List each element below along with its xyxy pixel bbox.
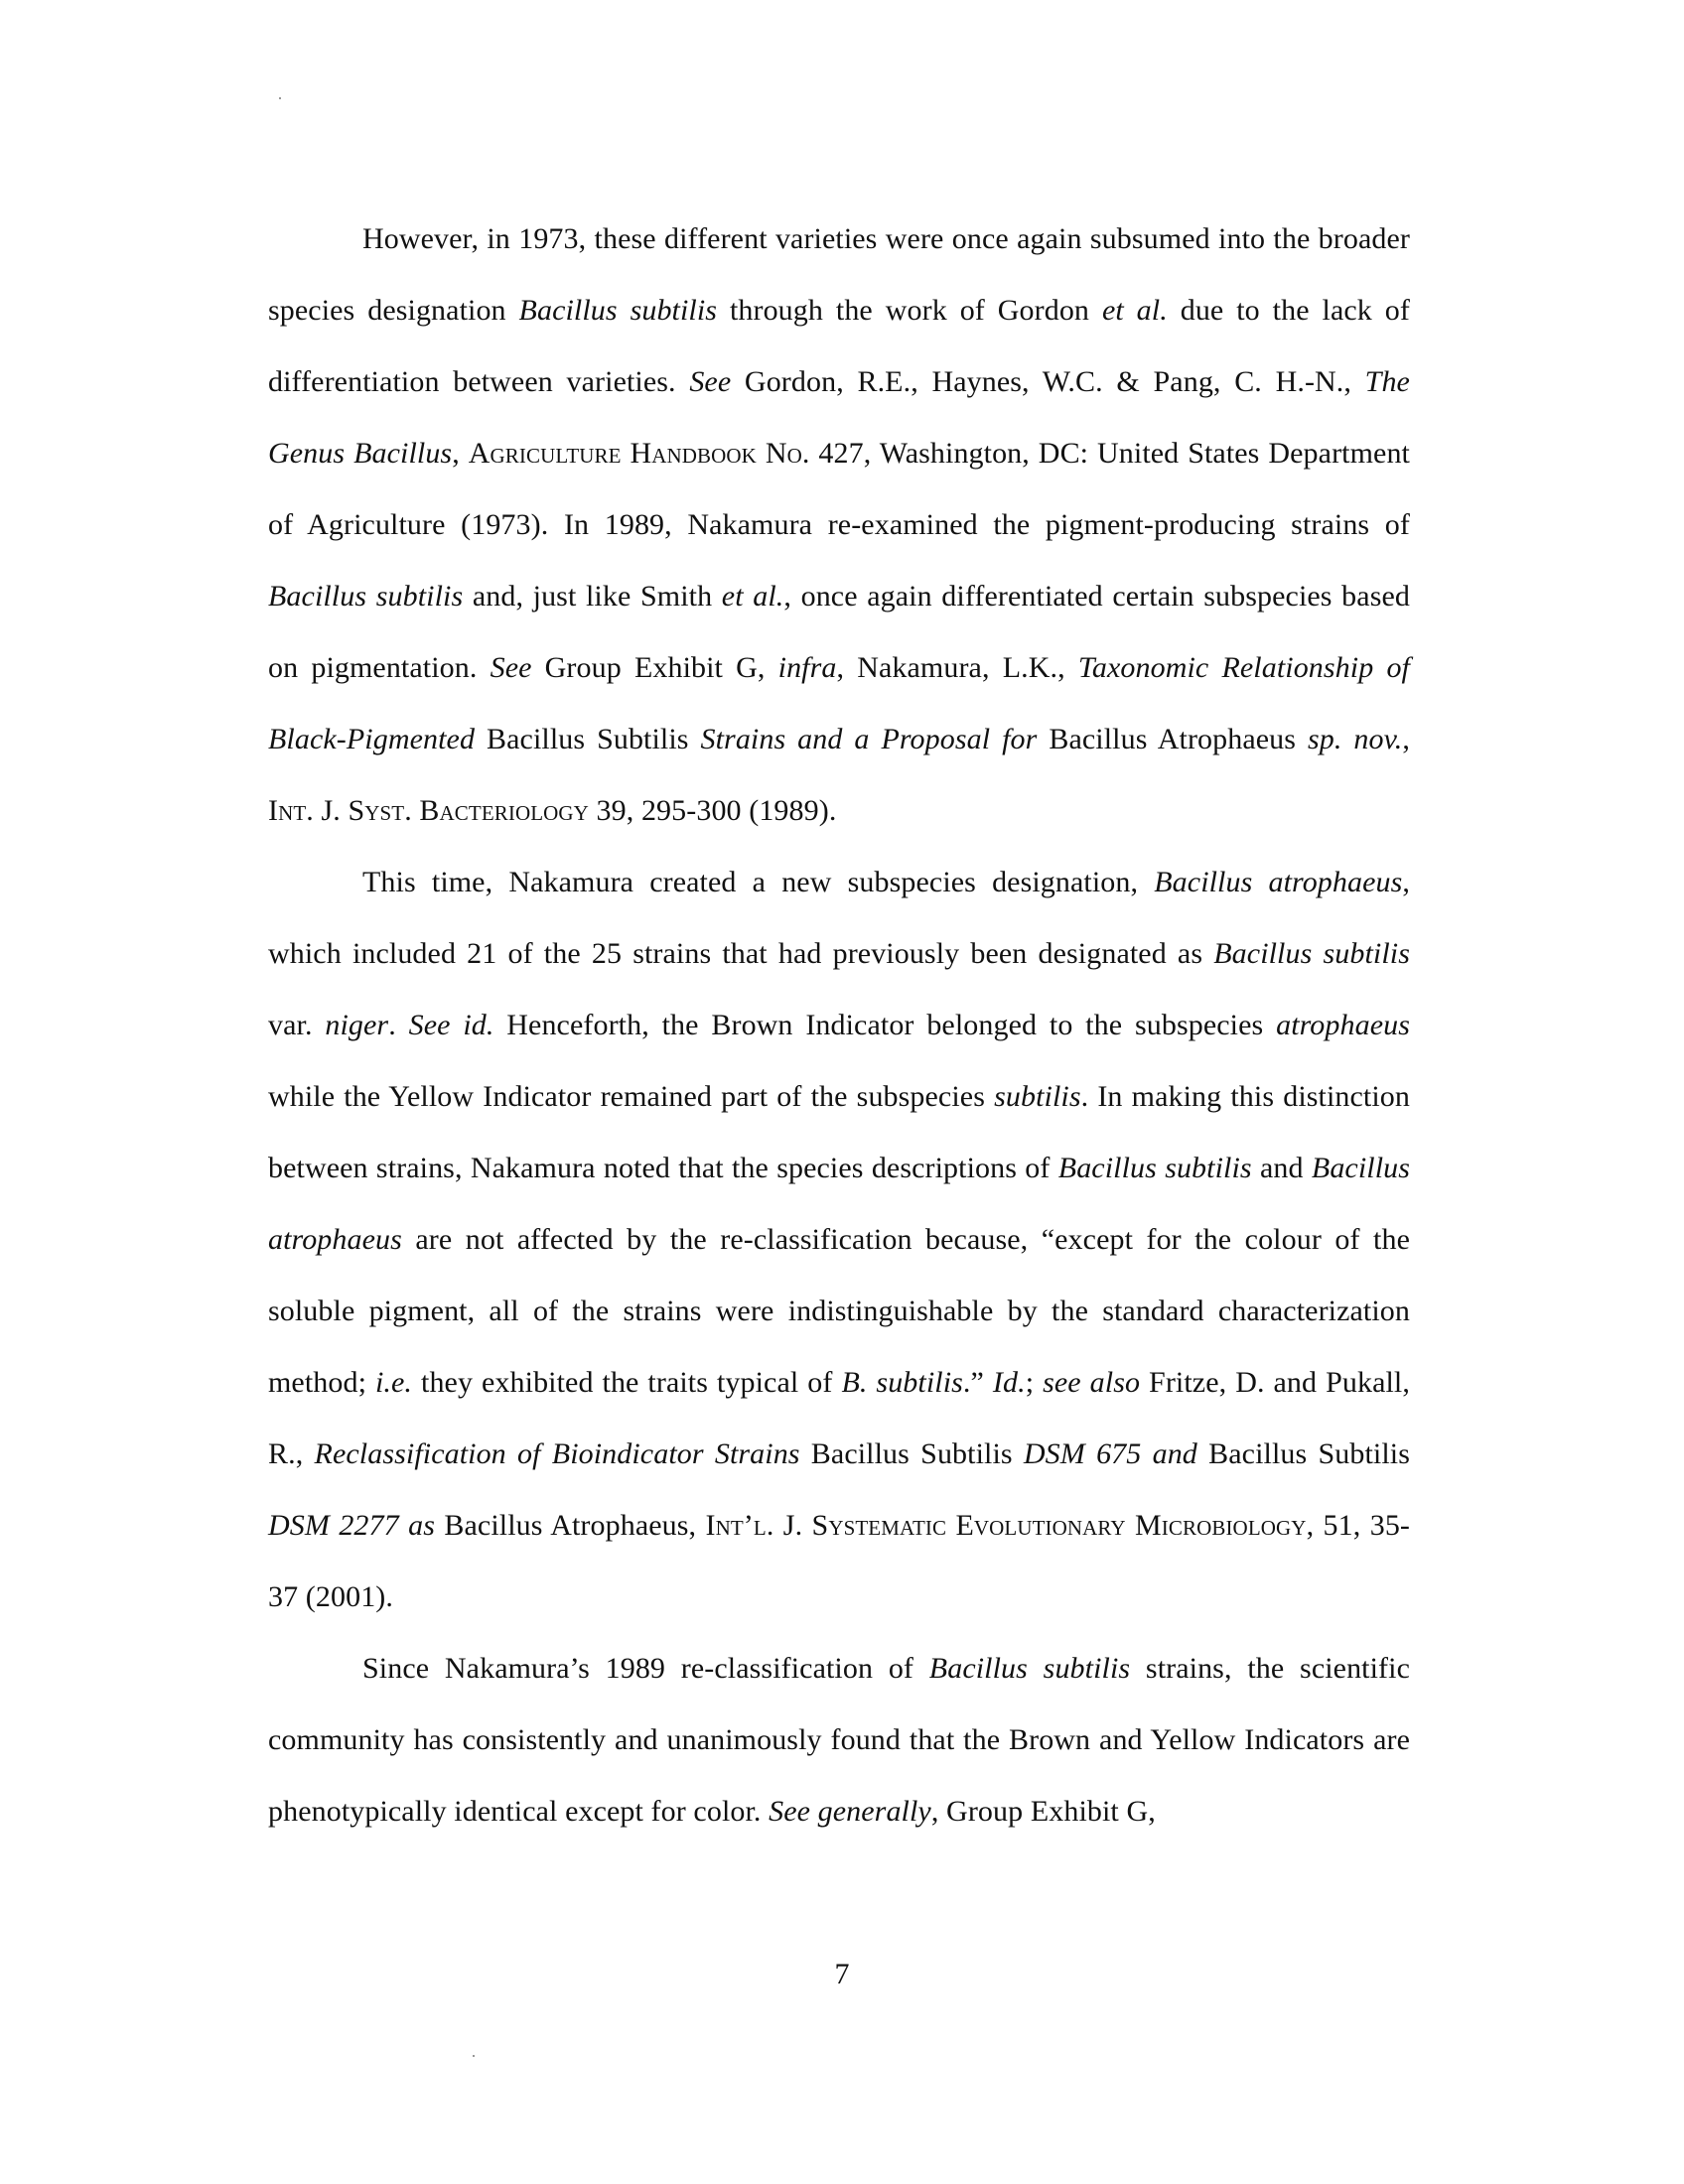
text-run: , which included 21 of the 25 strains that had previously been designated as <box>268 866 1411 970</box>
text-run: Bacillus Subtilis <box>475 723 701 755</box>
text-run: Fritze, D. and Pukall, R., <box>268 1366 1410 1470</box>
text-run: This time, Nakamura created a new subspecies designation, <box>362 866 1155 898</box>
text-run: Bacillus Subtilis <box>799 1437 1024 1470</box>
text-run: , <box>452 437 469 470</box>
italic-text: Reclassification of Bioindicator Strains <box>314 1437 800 1470</box>
text-run: 39, 295-300 (1989). <box>588 794 837 827</box>
text-run: and <box>1251 1152 1312 1184</box>
italic-text: subtilis <box>994 1080 1081 1113</box>
italic-text: Bacillus subtilis <box>1057 1152 1252 1184</box>
text-run: ; <box>1025 1366 1044 1399</box>
page-number: 7 <box>834 1958 850 1990</box>
text-run: . In making this distinction between strains, Nakamura noted that the species descriptions of <box>268 1080 1410 1184</box>
italic-text: Strains and a Proposal for <box>700 723 1038 755</box>
text-run: , 51, 35-37 (2001). <box>268 1509 1411 1613</box>
italic-text: et al. <box>721 580 784 613</box>
text-run: Bacillus Subtilis <box>1196 1437 1410 1470</box>
text-run: . <box>388 1009 409 1041</box>
italic-text: DSM 675 and <box>1023 1437 1197 1470</box>
text-run: and, just like Smith <box>463 580 722 613</box>
text-run: , <box>1402 723 1410 755</box>
text-run: they exhibited the traits typical of <box>412 1366 842 1399</box>
italic-text: DSM 2277 as <box>268 1509 435 1542</box>
document-body <box>268 204 1410 1847</box>
small-caps-text: Int. J. Syst. Bacteriology <box>268 794 589 827</box>
text-run: . 427, Washington, DC: United States Department of Agriculture (1973). In 1989, Nakamura re-examined the pigment-producing strains of <box>268 437 1410 541</box>
text-run: However, in 1973, these different varieties were once again subsumed into the broader species designation <box>268 222 1410 327</box>
italic-text: et al. <box>1101 294 1168 327</box>
small-caps-text: Int’l. J. Systematic Evolutionary Microbiology <box>705 1509 1307 1542</box>
small-caps-text: Agriculture Handbook No <box>468 437 802 470</box>
italic-text: niger <box>325 1009 389 1041</box>
italic-text: Bacillus subtilis <box>518 294 718 327</box>
text-run: while the Yellow Indicator remained part of the subspecies <box>268 1080 995 1113</box>
text-run: through the work of Gordon <box>717 294 1102 327</box>
text-run: Group Exhibit G, <box>531 651 778 684</box>
italic-text: Bacillus subtilis <box>268 580 464 613</box>
italic-text: See generally <box>769 1795 931 1828</box>
scan-speck <box>473 2055 475 2057</box>
italic-text: atrophaeus <box>1276 1009 1410 1041</box>
italic-text: Taxonomic Relationship of Black-Pigmented <box>268 651 1410 755</box>
text-run: Bacillus Atrophaeus, <box>435 1509 706 1542</box>
text-run: , Nakamura, L.K., <box>836 651 1078 684</box>
body-paragraph-2 <box>268 847 1410 1633</box>
text-run: Gordon, R.E., Haynes, W.C. & Pang, C. H.-N., <box>731 365 1365 398</box>
italic-text: sp. nov. <box>1307 723 1403 755</box>
text-run: are not affected by the re-classification because, “except for the colour of the soluble pigment, all of the strains were indistinguishable by the standard characterization method; <box>268 1223 1410 1399</box>
text-run: due to the lack of differentiation between varieties. <box>268 294 1410 398</box>
italic-text: B. subtilis <box>841 1366 963 1399</box>
italic-text: See id. <box>408 1009 494 1041</box>
italic-text: Bacillus subtilis <box>1213 937 1410 970</box>
text-run: strains, the scientific community has consistently and unanimously found that the Brown and Yellow Indicators are phenotypically identical except for color. <box>268 1652 1410 1828</box>
body-paragraph-1 <box>268 204 1410 847</box>
italic-text: Bacillus atrophaeus <box>268 1152 1411 1256</box>
italic-text: see also <box>1043 1366 1141 1399</box>
italic-text: Id. <box>992 1366 1026 1399</box>
text-run: , Group Exhibit G, <box>930 1795 1156 1828</box>
italic-text: See <box>490 651 532 684</box>
text-run: .” <box>962 1366 993 1399</box>
text-run: Bacillus Atrophaeus <box>1037 723 1308 755</box>
text-run: var. <box>268 1009 326 1041</box>
italic-text: See <box>689 365 732 398</box>
text-run: Since Nakamura’s 1989 re-classification of <box>362 1652 929 1685</box>
italic-text: Bacillus atrophaeus <box>1154 866 1403 898</box>
scan-speck <box>279 97 281 99</box>
text-run: , once again differentiated certain subspecies based on pigmentation. <box>268 580 1410 684</box>
text-run: Henceforth, the Brown Indicator belonged to the subspecies <box>493 1009 1277 1041</box>
italic-text: i.e. <box>374 1366 413 1399</box>
italic-text: infra <box>777 651 837 684</box>
italic-text: Bacillus subtilis <box>928 1652 1131 1685</box>
italic-text: The Genus Bacillus <box>268 365 1410 470</box>
body-paragraph-3 <box>268 1633 1410 1847</box>
